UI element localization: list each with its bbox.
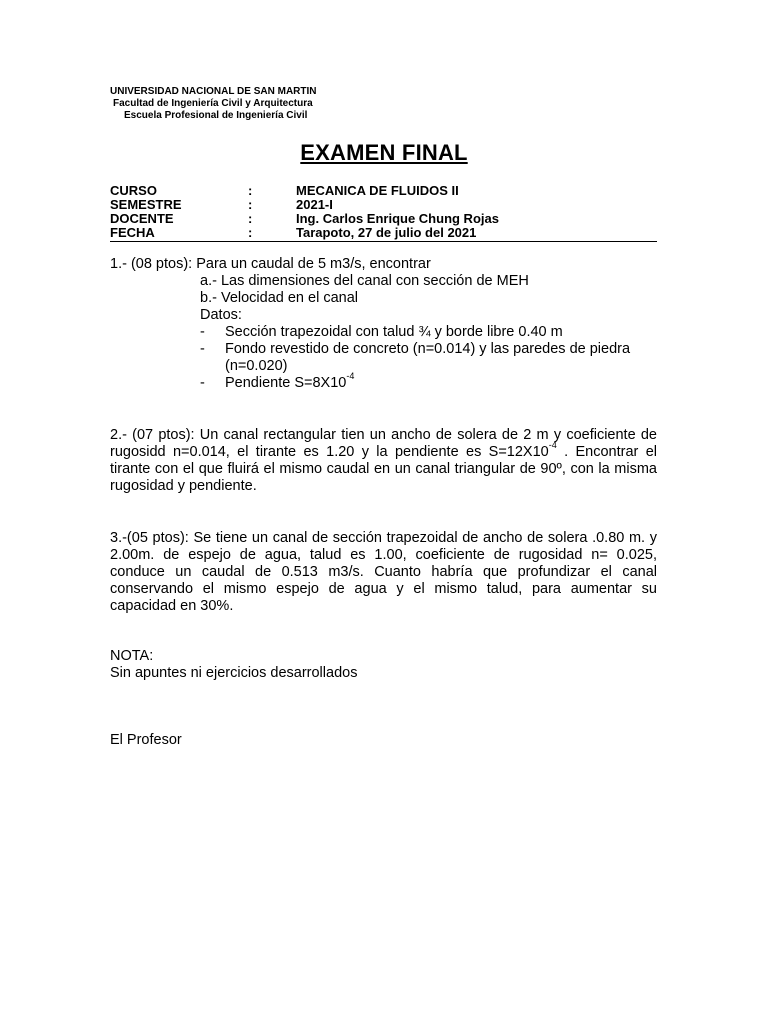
bullet-text: (n=0.020) [225, 358, 288, 374]
info-value: 2021-I [296, 197, 333, 212]
school-name: Escuela Profesional de Ingeniería Civil [124, 110, 308, 121]
question-1-bullet [110, 324, 657, 341]
question-2 [110, 427, 657, 495]
bullet-text: Sección trapezoidal con talud ¾ y borde libre 0.40 m [225, 324, 563, 340]
exponent: -4 [548, 440, 557, 451]
info-value: MECANICA DE FLUIDOS II [296, 183, 459, 198]
question-2-text: 2.- (07 ptos): Un canal rectangular tien un ancho de solera de 2 m y coeficiente de rugosidd n=0.014, el tirante es 1.20 y la pendiente es S=12X10 [110, 427, 657, 460]
exponent: -4 [346, 371, 355, 382]
info-row-curso [110, 184, 657, 198]
question-1 [110, 256, 657, 392]
question-2-text-cont: . Encontrar el tirante con el que fluirá el mismo caudal en un canal triangular de 90º, con la misma rugosidad y pendiente. [110, 444, 658, 494]
bullet-text: Pendiente S=8X10 [225, 375, 347, 391]
info-colon: : [248, 197, 253, 212]
info-row-semestre [110, 198, 657, 212]
header-divider [110, 241, 657, 242]
info-row-fecha [110, 226, 657, 240]
exam-title: EXAMEN FINAL [300, 140, 468, 165]
note-section [110, 648, 657, 682]
question-1-bullet [110, 371, 657, 392]
question-1-datos-label: Datos: [200, 307, 242, 323]
university-name: UNIVERSIDAD NACIONAL DE SAN MARTIN [110, 86, 317, 97]
faculty-name: Facultad de Ingeniería Civil y Arquitectura [113, 98, 313, 109]
bullet-dash: - [200, 375, 205, 391]
info-key: CURSO [110, 183, 157, 198]
institution-header [110, 86, 317, 122]
note-text: Sin apuntes ni ejercicios desarrollados [110, 665, 358, 681]
bullet-text: Fondo revestido de concreto (n=0.014) y las paredes de piedra [225, 341, 631, 357]
exam-info-table [110, 184, 657, 240]
info-key: DOCENTE [110, 211, 174, 226]
info-value: Ing. Carlos Enrique Chung Rojas [296, 211, 499, 226]
question-1-bullet [110, 341, 657, 358]
info-value: Tarapoto, 27 de julio del 2021 [296, 225, 477, 240]
note-label: NOTA: [110, 648, 154, 664]
info-colon: : [248, 183, 253, 198]
info-key: SEMESTRE [110, 197, 182, 212]
question-1-intro: 1.- (08 ptos): Para un caudal de 5 m3/s, encontrar [110, 256, 431, 272]
bullet-dash: - [200, 324, 205, 340]
question-1-bullet-continuation [110, 358, 657, 375]
info-colon: : [248, 211, 253, 226]
info-colon: : [248, 225, 253, 240]
question-1-item-b: b.- Velocidad en el canal [200, 290, 358, 306]
info-row-docente [110, 212, 657, 226]
bullet-dash: - [200, 341, 205, 357]
info-key: FECHA [110, 225, 155, 240]
question-1-item-a: a.- Las dimensiones del canal con sección de MEH [200, 273, 529, 289]
question-3: 3.-(05 ptos): Se tiene un canal de sección trapezoidal de ancho de solera .0.80 m. y 2.00m. de espejo de agua, talud es 1.00, coeficiente de rugosidad n= 0.025, conduce un caudal de 0.513 m3/s. Cuanto habría que profundizar el canal conservando el mismo espejo de agua y el mismo talud, para aumentar su capacidad en 30%. [110, 530, 657, 614]
signature-line: El Profesor [110, 732, 182, 748]
